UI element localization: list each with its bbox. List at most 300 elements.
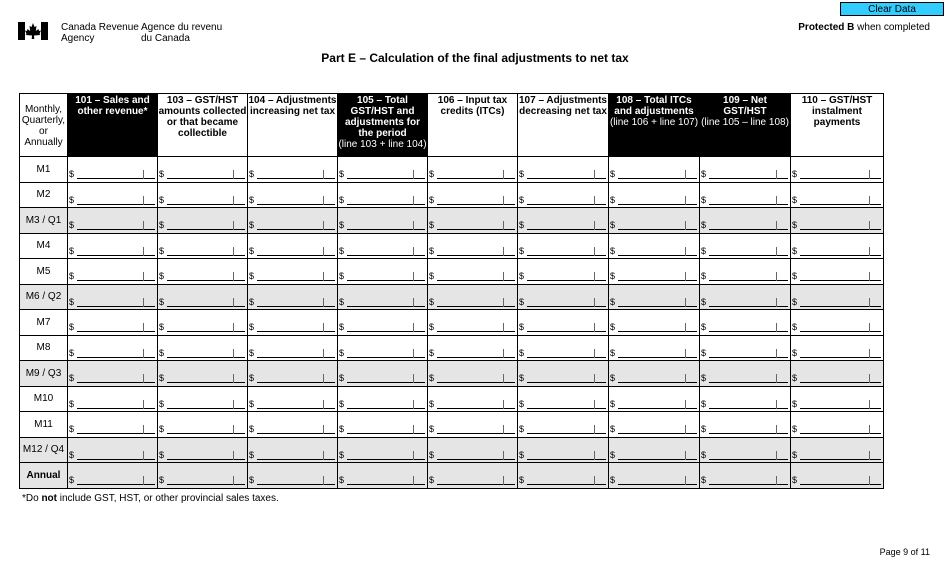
cents-divider [594,476,595,485]
amount-cell [248,157,338,183]
dollar-sign: $ [69,220,75,231]
amount-cell-wrapper [518,412,608,436]
amount-cell [609,259,700,285]
amount-cell [68,208,158,234]
page-number: Page 9 of 11 [879,547,930,557]
cents-divider [869,170,870,179]
amount-cell-wrapper [700,183,790,207]
table-row [20,157,884,183]
amount-cell [518,208,609,234]
dollar-sign: $ [519,424,525,435]
amount-cell [338,335,428,361]
amount-cell [248,412,338,438]
amount-cell-wrapper [158,208,247,232]
cents-divider [323,221,324,230]
amount-cell [68,310,158,336]
col-header-label: 107 – Adjustments decreasing net tax [519,95,607,117]
cents-divider [143,451,144,460]
dollar-sign: $ [519,449,525,460]
dollar-sign: $ [519,220,525,231]
amount-cell-wrapper [428,361,517,385]
amount-cell-wrapper [68,361,157,385]
cents-divider [776,298,777,307]
cents-divider [413,476,414,485]
amount-cell [518,284,609,310]
amount-cell-wrapper [248,285,337,309]
amount-cell [791,208,884,234]
amount-cell-wrapper [791,310,883,334]
dollar-sign: $ [519,245,525,256]
amount-cell-wrapper [700,463,790,487]
amount-cell [609,412,700,438]
dollar-sign: $ [339,169,345,180]
amount-cell [518,361,609,387]
cents-divider [776,272,777,281]
cents-divider [413,272,414,281]
dollar-sign: $ [792,296,798,307]
amount-cell-wrapper [791,463,883,487]
dollar-sign: $ [159,220,165,231]
dollar-sign: $ [610,398,616,409]
agency-fr-line1: Agence du revenu [141,22,223,33]
amount-cell-wrapper [338,438,427,462]
amount-cell-wrapper [428,285,517,309]
table-row [20,386,884,412]
amount-cell-wrapper [68,234,157,258]
cents-divider [594,298,595,307]
amount-cell-wrapper [248,208,337,232]
dollar-sign: $ [429,373,435,384]
dollar-sign: $ [701,449,707,460]
cents-divider [413,374,414,383]
amount-cell [791,361,884,387]
clear-data-button[interactable]: Clear Data [840,2,944,16]
amount-cell-wrapper [700,387,790,411]
footnote [22,493,279,504]
table-row [20,437,884,463]
table-body [20,157,884,489]
cents-divider [594,451,595,460]
amount-cell [791,463,884,489]
cents-divider [233,323,234,332]
amount-cell [791,412,884,438]
amount-cell-wrapper [428,438,517,462]
cents-divider [503,196,504,205]
cents-divider [776,323,777,332]
amount-cell-wrapper [609,463,699,487]
amount-cell-wrapper [248,438,337,462]
cents-divider [869,425,870,434]
amount-cell [609,386,700,412]
amount-cell-wrapper [609,361,699,385]
amount-cell [428,259,518,285]
header-row [20,94,884,157]
cents-divider [594,400,595,409]
amount-cell [158,361,248,387]
cents-divider [413,196,414,205]
row-period-label: M4 [20,233,68,259]
dollar-sign: $ [69,194,75,205]
dollar-sign: $ [610,449,616,460]
period-header-l1: Monthly, [24,103,63,115]
cents-divider [143,425,144,434]
amount-cell [248,437,338,463]
amount-cell [518,437,609,463]
dollar-sign: $ [701,424,707,435]
dollar-sign: $ [69,398,75,409]
amount-cell-wrapper [518,183,608,207]
dollar-sign: $ [429,347,435,358]
dollar-sign: $ [792,475,798,486]
amount-cell-wrapper [68,387,157,411]
cents-divider [776,247,777,256]
amount-cell-wrapper [518,438,608,462]
amount-cell-wrapper [700,310,790,334]
dollar-sign: $ [701,373,707,384]
dollar-sign: $ [792,322,798,333]
protected-note: when completed [854,22,930,33]
cents-divider [594,247,595,256]
amount-cell-wrapper [248,259,337,283]
cents-divider [323,298,324,307]
dollar-sign: $ [701,271,707,282]
dollar-sign: $ [69,322,75,333]
agency-name-fr [141,22,222,44]
dollar-sign: $ [339,373,345,384]
amount-cell [700,208,791,234]
table-row [20,259,884,285]
dollar-sign: $ [519,373,525,384]
cents-divider [869,374,870,383]
dollar-sign: $ [249,169,255,180]
amount-cell [338,208,428,234]
dollar-sign: $ [792,398,798,409]
amount-cell-wrapper [248,310,337,334]
col-110-header [791,94,884,157]
amount-cell [428,437,518,463]
table-row [20,310,884,336]
cents-divider [685,298,686,307]
dollar-sign: $ [159,398,165,409]
dollar-sign: $ [701,475,707,486]
amount-cell-wrapper [428,234,517,258]
cents-divider [685,247,686,256]
cents-divider [503,349,504,358]
amount-cell [609,437,700,463]
amount-cell-wrapper [158,438,247,462]
amount-cell-wrapper [609,259,699,283]
amount-cell-wrapper [791,157,883,181]
amount-cell-wrapper [248,387,337,411]
dollar-sign: $ [159,322,165,333]
amount-cell-wrapper [248,412,337,436]
amount-cell-wrapper [518,234,608,258]
agency-fr-line2: du Canada [141,33,190,44]
dollar-sign: $ [339,271,345,282]
amount-cell-wrapper [791,387,883,411]
page-title: Part E – Calculation of the final adjustments to net tax [321,51,629,65]
amount-cell-wrapper [158,285,247,309]
amount-cell [609,361,700,387]
dollar-sign: $ [429,194,435,205]
amount-cell-wrapper [791,285,883,309]
dollar-sign: $ [792,424,798,435]
amount-cell [609,208,700,234]
cents-divider [413,425,414,434]
amount-cell [428,412,518,438]
dollar-sign: $ [610,169,616,180]
dollar-sign: $ [249,424,255,435]
amount-cell [68,284,158,310]
col-header-label: 105 – Total GST/HST and adjustments for the period [344,95,420,139]
amount-cell-wrapper [68,208,157,232]
row-period-label: M7 [20,310,68,336]
amount-cell [428,182,518,208]
cents-divider [233,400,234,409]
cents-divider [503,323,504,332]
dollar-sign: $ [69,296,75,307]
amount-cell-wrapper [700,438,790,462]
row-period-label: M12 / Q4 [20,437,68,463]
cents-divider [233,374,234,383]
amount-cell-wrapper [68,285,157,309]
amount-cell [248,259,338,285]
dollar-sign: $ [610,424,616,435]
amount-cell [248,335,338,361]
amount-cell [700,361,791,387]
cents-divider [503,272,504,281]
amount-cell-wrapper [609,336,699,360]
dollar-sign: $ [429,449,435,460]
cents-divider [869,247,870,256]
amount-cell [68,182,158,208]
dollar-sign: $ [159,245,165,256]
amount-cell-wrapper [68,310,157,334]
cents-divider [776,400,777,409]
amount-cell [428,208,518,234]
cents-divider [869,272,870,281]
dollar-sign: $ [339,322,345,333]
dollar-sign: $ [159,194,165,205]
cents-divider [143,298,144,307]
amount-cell [791,233,884,259]
amount-cell [158,463,248,489]
dollar-sign: $ [701,322,707,333]
row-period-label: M9 / Q3 [20,361,68,387]
amount-cell [518,386,609,412]
amount-cell-wrapper [791,412,883,436]
amount-cell [609,310,700,336]
cents-divider [869,451,870,460]
amount-cell-wrapper [700,157,790,181]
cents-divider [776,425,777,434]
amount-cell [428,463,518,489]
amount-cell-wrapper [791,336,883,360]
dollar-sign: $ [429,220,435,231]
dollar-sign: $ [610,245,616,256]
cents-divider [233,476,234,485]
cents-divider [594,221,595,230]
amount-cell-wrapper [791,438,883,462]
amount-cell [791,259,884,285]
cents-divider [503,374,504,383]
amount-cell-wrapper [518,310,608,334]
dollar-sign: $ [701,169,707,180]
amount-cell-wrapper [248,361,337,385]
amount-cell [428,361,518,387]
cents-divider [413,349,414,358]
amount-cell-wrapper [428,412,517,436]
amount-cell [518,310,609,336]
amount-cell [791,386,884,412]
amount-cell-wrapper [518,387,608,411]
dollar-sign: $ [339,220,345,231]
cents-divider [143,323,144,332]
row-period-label: M8 [20,335,68,361]
amount-cell [158,310,248,336]
cents-divider [233,298,234,307]
cents-divider [869,221,870,230]
cents-divider [503,298,504,307]
cents-divider [685,221,686,230]
agency-name-en [61,22,139,44]
amount-cell-wrapper [68,463,157,487]
dollar-sign: $ [701,296,707,307]
dollar-sign: $ [339,194,345,205]
cents-divider [143,170,144,179]
cents-divider [594,170,595,179]
amount-cell-wrapper [68,183,157,207]
amount-cell [700,259,791,285]
amount-cell [791,182,884,208]
amount-cell [158,208,248,234]
dollar-sign: $ [792,194,798,205]
dollar-sign: $ [69,271,75,282]
dollar-sign: $ [159,373,165,384]
amount-cell [338,284,428,310]
amount-cell-wrapper [428,208,517,232]
amount-cell-wrapper [428,157,517,181]
amount-cell-wrapper [158,310,247,334]
amount-cell-wrapper [338,259,427,283]
amount-cell [428,335,518,361]
amount-cell [700,284,791,310]
agency-en-line1: Canada Revenue [61,22,139,33]
amount-cell-wrapper [700,208,790,232]
cents-divider [685,374,686,383]
amount-cell [338,437,428,463]
cents-divider [869,400,870,409]
amount-cell-wrapper [791,361,883,385]
table-row [20,182,884,208]
cents-divider [323,323,324,332]
cents-divider [685,451,686,460]
amount-cell [68,233,158,259]
dollar-sign: $ [701,245,707,256]
dollar-sign: $ [429,169,435,180]
amount-cell [68,361,158,387]
col-header-label: 108 – Total ITCs and adjustments [614,95,694,117]
amount-cell [700,412,791,438]
amount-cell [338,182,428,208]
cents-divider [503,170,504,179]
amount-cell-wrapper [518,285,608,309]
amount-cell-wrapper [338,310,427,334]
row-period-label: M6 / Q2 [20,284,68,310]
period-header-l2: Quarterly, [21,114,66,126]
row-period-label: M10 [20,386,68,412]
amount-cell-wrapper [518,208,608,232]
amount-cell [609,157,700,183]
amount-cell-wrapper [158,183,247,207]
dollar-sign: $ [339,398,345,409]
amount-cell [248,463,338,489]
dollar-sign: $ [249,271,255,282]
amount-cell-wrapper [609,412,699,436]
table-row [20,284,884,310]
amount-cell-wrapper [700,285,790,309]
cents-divider [503,221,504,230]
amount-cell-wrapper [518,361,608,385]
cents-divider [323,400,324,409]
cents-divider [413,298,414,307]
amount-cell-wrapper [428,336,517,360]
amount-cell-wrapper [609,285,699,309]
cents-divider [413,221,414,230]
row-period-label: M1 [20,157,68,183]
dollar-sign: $ [249,245,255,256]
dollar-sign: $ [792,449,798,460]
cents-divider [869,323,870,332]
dollar-sign: $ [519,475,525,486]
amount-cell [609,233,700,259]
col-106-header [428,94,518,157]
dollar-sign: $ [339,245,345,256]
col-107-header [518,94,609,157]
dollar-sign: $ [69,424,75,435]
amount-cell [700,437,791,463]
cents-divider [323,196,324,205]
dollar-sign: $ [610,296,616,307]
amount-cell [791,335,884,361]
amount-cell-wrapper [791,208,883,232]
amount-cell-wrapper [248,157,337,181]
footnote-bold: not [41,493,57,504]
amount-cell-wrapper [518,259,608,283]
amount-cell-wrapper [68,259,157,283]
cents-divider [594,349,595,358]
amount-cell-wrapper [68,336,157,360]
amount-cell-wrapper [158,336,247,360]
amount-cell [791,310,884,336]
cents-divider [233,196,234,205]
row-period-label: M3 / Q1 [20,208,68,234]
canada-flag-logo [18,22,48,40]
period-header-l3: or [39,125,48,137]
amount-cell [338,259,428,285]
dollar-sign: $ [249,347,255,358]
dollar-sign: $ [159,271,165,282]
dollar-sign: $ [792,220,798,231]
cents-divider [594,196,595,205]
adjustments-table [19,93,884,489]
row-period-label: M2 [20,182,68,208]
dollar-sign: $ [69,169,75,180]
amount-cell-wrapper [158,234,247,258]
dollar-sign: $ [701,220,707,231]
cents-divider [685,425,686,434]
cents-divider [233,247,234,256]
